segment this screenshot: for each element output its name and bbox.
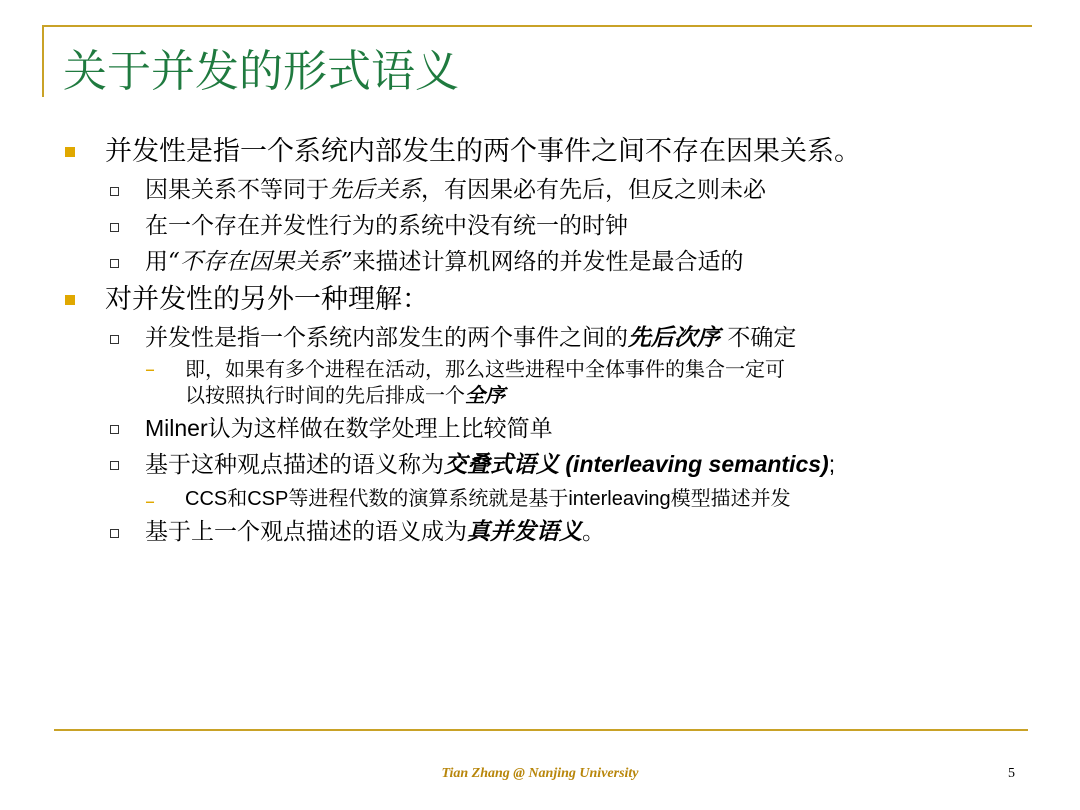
hollow-square-bullet-icon [110,529,119,538]
sub-bullet-milner: Milner认为这样做在数学处理上比较简单 [62,410,1072,446]
square-bullet-icon [65,295,75,305]
sub-bullet-network: 用“不存在因果关系”来描述计算机网络的并发性是最合适的 [62,244,1072,280]
sub-bullet-no-clock: 在一个存在并发性行为的系统中没有统一的时钟 [62,208,1072,244]
sub-bullet-causality: 因果关系不等同于先后关系，有因果必有先后，但反之则未必 [62,172,1072,208]
sub-sub-bullet-total-order: – 即，如果有多个进程在活动，那么这些进程中全体事件的集合一定可 以按照执行时间的先后排成一个全序 [145,357,785,407]
slide-body [62,132,1072,550]
hollow-square-bullet-icon [110,223,119,232]
slide-title: 关于并发的形式语义 [63,46,459,97]
sub-sub-bullet-ccs-csp: – CCS和CSP等进程代数的演算系统就是基于interleaving模型描述并发 [62,482,1072,514]
hollow-square-bullet-icon [110,259,119,268]
sub-bullet-true-concurrency: 基于上一个观点描述的语义成为真并发语义。 [62,514,1072,550]
title-accent-bar [42,25,44,97]
hollow-square-bullet-icon [110,425,119,434]
hollow-square-bullet-icon [110,187,119,196]
square-bullet-icon [65,147,75,157]
dash-bullet-icon: – [145,357,155,381]
page-number: 5 [1008,766,1015,781]
bullet-concurrency-definition: 并发性是指一个系统内部发生的两个事件之间不存在因果关系。 [62,132,1072,172]
sub-bullet-interleaving: 基于这种观点描述的语义称为交叠式语义 (interleaving semantics); [62,446,1072,482]
bullet-alternative-understanding: 对并发性的另外一种理解： [62,280,1072,320]
hollow-square-bullet-icon [110,461,119,470]
sub-bullet-order-undetermined: 并发性是指一个系统内部发生的两个事件之间的先后次序 不确定 [62,320,1072,356]
dash-bullet-icon: – [145,489,155,513]
top-divider [42,25,1032,27]
footer-author: Tian Zhang @ Nanjing University [441,766,639,781]
hollow-square-bullet-icon [110,335,119,344]
bottom-divider [54,729,1028,731]
